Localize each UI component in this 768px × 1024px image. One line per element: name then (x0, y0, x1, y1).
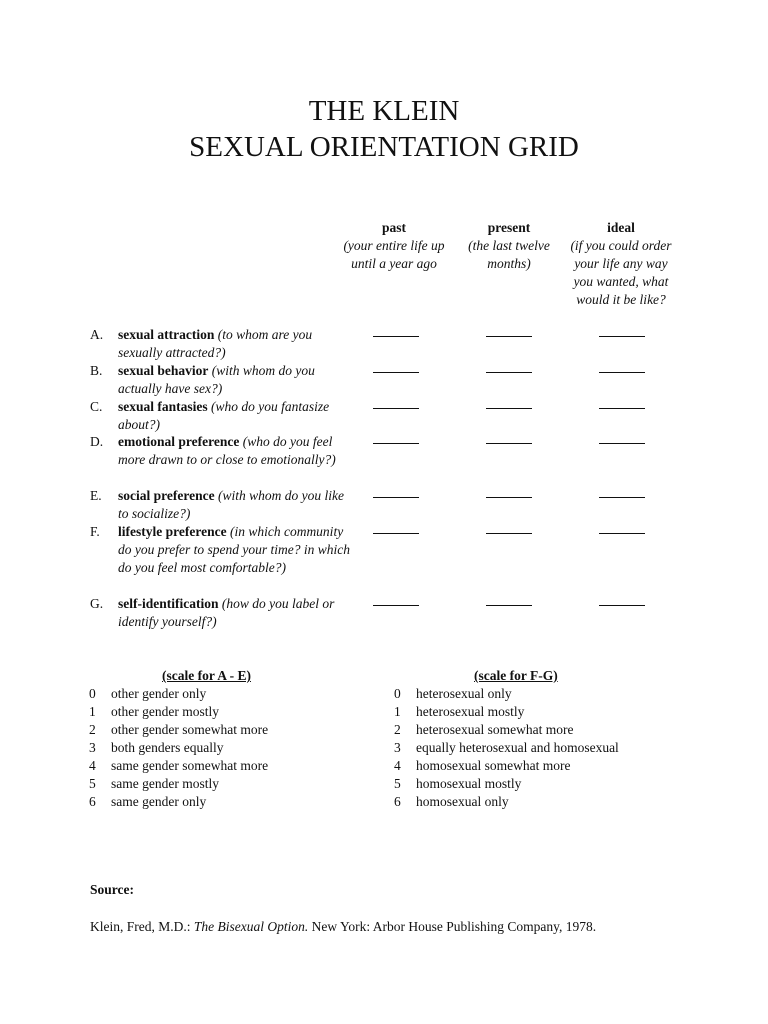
row-note: (how do you label or identify yourself?) (118, 596, 335, 629)
row-label: lifestyle preference (118, 524, 227, 539)
row-description (118, 398, 350, 434)
row-note: (who do you fantasize about?) (118, 399, 330, 432)
scale-number: 6 (89, 794, 96, 809)
past-answer-blank[interactable] (373, 398, 419, 409)
ideal-answer-blank[interactable] (599, 433, 645, 444)
scale-text: other gender somewhat more (111, 722, 269, 737)
past-answer-blank[interactable] (373, 433, 419, 444)
scale-number: 5 (89, 776, 96, 791)
scale-number: 1 (394, 704, 401, 719)
present-answer-blank[interactable] (486, 487, 532, 498)
citation-book-title: The Bisexual Option. (193, 919, 309, 934)
row-note: (in which community do you prefer to spend your time? in which do you feel most comfortable?) (118, 524, 350, 575)
scale-number: 2 (394, 722, 401, 737)
present-answer-blank[interactable] (486, 595, 532, 606)
scale-number: 0 (89, 686, 96, 701)
row-label: sexual behavior (118, 363, 209, 378)
row-label: self-identification (118, 596, 219, 611)
row-letter: A. (90, 327, 104, 342)
row-note: (with whom do you actually have sex?) (118, 363, 315, 396)
present-answer-blank[interactable] (486, 326, 532, 337)
past-answer-blank[interactable] (373, 487, 419, 498)
source-citation (90, 918, 650, 936)
scale-number: 6 (394, 794, 401, 809)
scale-text: same gender mostly (111, 776, 219, 791)
citation-publisher: New York: Arbor House Publishing Company, 1978. (311, 919, 597, 934)
row-label: sexual attraction (118, 327, 215, 342)
scale-number: 4 (394, 758, 401, 773)
scale-text: heterosexual only (416, 686, 512, 701)
scale-text: homosexual mostly (416, 776, 522, 791)
column-subtitle: (your entire life up until a year ago (343, 238, 445, 271)
ideal-answer-blank[interactable] (599, 398, 645, 409)
row-description (118, 487, 350, 523)
column-label: ideal (607, 220, 635, 235)
ideal-answer-blank[interactable] (599, 487, 645, 498)
ideal-answer-blank[interactable] (599, 326, 645, 337)
row-description (118, 523, 350, 577)
column-header-present (457, 219, 561, 273)
scale-number: 4 (89, 758, 96, 773)
column-subtitle: (if you could order your life any way you wanted, what would it be like? (570, 238, 672, 307)
past-answer-blank[interactable] (373, 326, 419, 337)
scale-text: same gender only (111, 794, 207, 809)
row-letter: G. (90, 596, 104, 611)
scale-text: heterosexual mostly (416, 704, 525, 719)
title-line-1: THE KLEIN (308, 95, 460, 127)
scale-number: 1 (89, 704, 96, 719)
scale-text: homosexual only (416, 794, 509, 809)
ideal-answer-blank[interactable] (599, 595, 645, 606)
scale-text: other gender only (111, 686, 207, 701)
scale-number: 3 (394, 740, 401, 755)
scale-text: other gender mostly (111, 704, 219, 719)
scale-text: heterosexual somewhat more (416, 722, 574, 737)
row-description (118, 326, 350, 362)
past-answer-blank[interactable] (373, 362, 419, 373)
column-subtitle: (the last twelve months) (468, 238, 550, 271)
row-label: sexual fantasies (118, 399, 208, 414)
scale-number: 2 (89, 722, 96, 737)
present-answer-blank[interactable] (486, 398, 532, 409)
scale-number: 5 (394, 776, 401, 791)
ideal-answer-blank[interactable] (599, 523, 645, 534)
row-letter: B. (90, 363, 103, 378)
row-note: (with whom do you like to socialize?) (118, 488, 344, 521)
column-label: past (381, 220, 406, 235)
ideal-answer-blank[interactable] (599, 362, 645, 373)
row-description (118, 433, 350, 469)
scale-text: homosexual somewhat more (416, 758, 571, 773)
column-header-ideal (565, 219, 677, 309)
row-label: social preference (118, 488, 215, 503)
scale-number: 3 (89, 740, 96, 755)
row-letter: D. (90, 434, 104, 449)
scale-number: 0 (394, 686, 401, 701)
scale-text: same gender somewhat more (111, 758, 269, 773)
column-label: present (487, 220, 531, 235)
row-letter: C. (90, 399, 103, 414)
row-note: (to whom are you sexually attracted?) (118, 327, 313, 360)
column-header-past (342, 219, 446, 273)
source-label: Source: (90, 882, 134, 897)
scale-text: equally heterosexual and homosexual (416, 740, 619, 755)
scale-text: both genders equally (111, 740, 224, 755)
row-description (118, 595, 350, 631)
past-answer-blank[interactable] (373, 523, 419, 534)
present-answer-blank[interactable] (486, 523, 532, 534)
title-line-2: SEXUAL ORIENTATION GRID (189, 131, 579, 163)
row-note: (who do you feel more drawn to or close to emotionally?) (118, 434, 336, 467)
scale-a-e-heading: (scale for A - E) (162, 668, 251, 683)
scale-f-g-heading: (scale for F-G) (474, 668, 558, 683)
present-answer-blank[interactable] (486, 433, 532, 444)
citation-author: Klein, Fred, M.D.: (90, 919, 191, 934)
past-answer-blank[interactable] (373, 595, 419, 606)
row-letter: F. (90, 524, 100, 539)
row-label: emotional preference (118, 434, 240, 449)
row-description (118, 362, 350, 398)
present-answer-blank[interactable] (486, 362, 532, 373)
row-letter: E. (90, 488, 102, 503)
